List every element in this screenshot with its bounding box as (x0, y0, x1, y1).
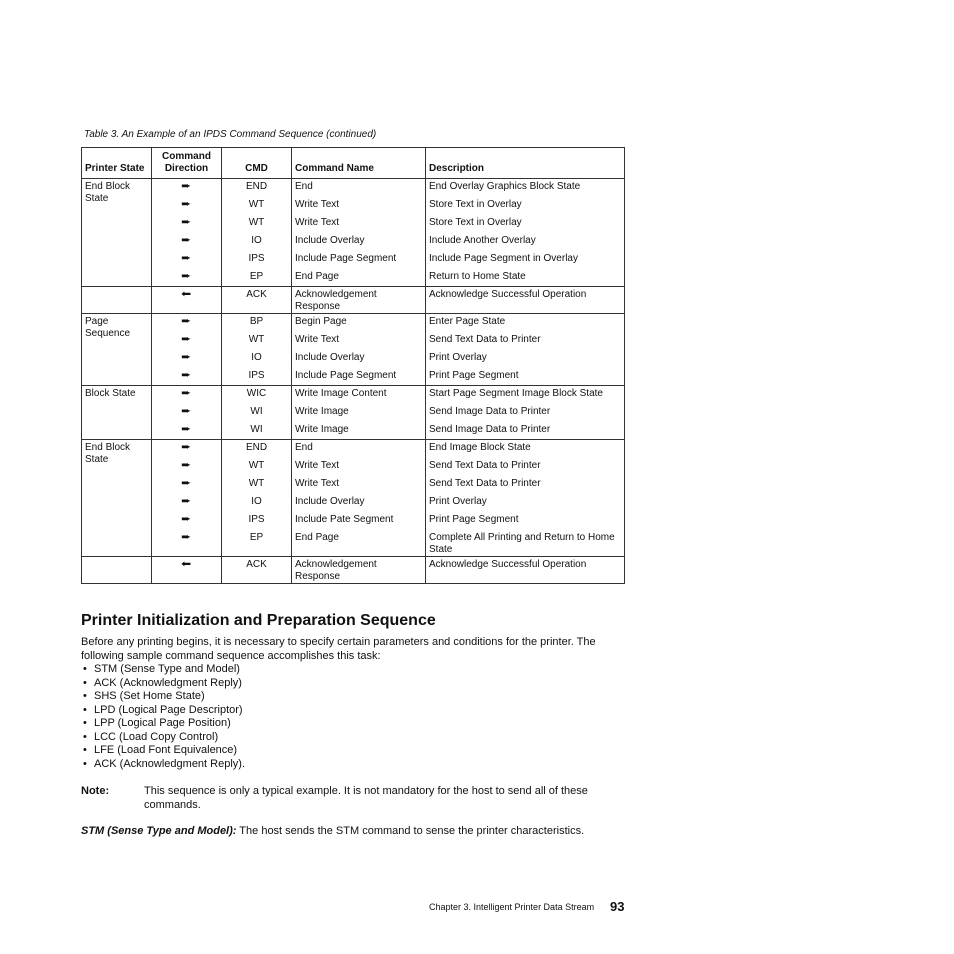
description-cell: Send Image Data to Printer (426, 422, 625, 440)
command-name-cell: Write Text (292, 197, 426, 215)
list-item-text: STM (Sense Type and Model) (94, 663, 240, 675)
direction-cell (152, 556, 222, 583)
arrow-left-icon: ⬅ (181, 558, 192, 570)
table-row (82, 368, 625, 386)
direction-cell (152, 332, 222, 350)
direction-cell (152, 458, 222, 476)
description-cell: End Image Block State (426, 440, 625, 458)
printer-state-cell: Block State (82, 386, 152, 440)
cmd-cell: WT (222, 197, 292, 215)
arrow-right-icon: ➨ (181, 513, 192, 525)
cmd-cell: WT (222, 332, 292, 350)
direction-cell (152, 269, 222, 287)
arrow-right-icon: ➨ (181, 351, 192, 363)
direction-cell (152, 197, 222, 215)
command-name-cell: Include Page Segment (292, 368, 426, 386)
bullet-icon: • (83, 717, 87, 729)
cmd-cell: ACK (222, 287, 292, 314)
direction-cell (152, 404, 222, 422)
printer-state-cell (82, 556, 152, 583)
bullet-icon: • (83, 663, 87, 675)
cmd-cell: IPS (222, 368, 292, 386)
table-row (82, 269, 625, 287)
description-cell: Send Image Data to Printer (426, 404, 625, 422)
description-cell: Enter Page State (426, 314, 625, 332)
arrow-right-icon: ➨ (181, 252, 192, 264)
header-command-name: Command Name (292, 148, 426, 179)
bullet-icon: • (83, 676, 87, 689)
arrow-right-icon: ➨ (181, 423, 192, 435)
command-name-cell: Write Text (292, 458, 426, 476)
bullet-icon: • (83, 757, 87, 770)
header-description: Description (426, 148, 625, 179)
cmd-cell: IO (222, 350, 292, 368)
direction-cell (152, 476, 222, 494)
table-row (82, 350, 625, 368)
printer-state-cell (82, 287, 152, 314)
bullet-icon: • (83, 690, 87, 702)
arrow-left-icon: ⬅ (181, 289, 192, 300)
table-row (82, 440, 625, 458)
table-row (82, 404, 625, 422)
table-row (82, 287, 625, 314)
description-cell: Print Page Segment (426, 368, 625, 386)
command-name-cell: Write Text (292, 476, 426, 494)
direction-cell (152, 530, 222, 557)
direction-cell (152, 215, 222, 233)
description-cell: Store Text in Overlay (426, 197, 625, 215)
cmd-cell: WI (222, 422, 292, 440)
list-item (81, 744, 245, 758)
stm-paragraph (81, 825, 626, 839)
table-row (82, 422, 625, 440)
command-name-cell: Include Page Segment (292, 251, 426, 269)
description-cell: Print Page Segment (426, 512, 625, 530)
cmd-cell: IO (222, 233, 292, 251)
table-row (82, 179, 625, 197)
direction-cell (152, 386, 222, 404)
cmd-cell: IO (222, 494, 292, 512)
list-item-text: LFE (Load Font Equivalence) (94, 744, 238, 756)
list-item (81, 731, 245, 745)
command-name-cell: End Page (292, 269, 426, 287)
cmd-cell: WT (222, 476, 292, 494)
direction-cell (152, 422, 222, 440)
cmd-cell: WT (222, 215, 292, 233)
list-item (81, 758, 245, 772)
direction-cell (152, 287, 222, 314)
list-item-text: ACK (Acknowledgment Reply). (94, 757, 246, 770)
command-name-cell: Include Pate Segment (292, 512, 426, 530)
direction-cell (152, 251, 222, 269)
list-item-text: ACK (Acknowledgment Reply) (94, 676, 242, 689)
arrow-right-icon: ➨ (181, 477, 192, 489)
table-row (82, 215, 625, 233)
description-cell: Send Text Data to Printer (426, 332, 625, 350)
printer-state-cell: Page Sequence (82, 314, 152, 386)
arrow-right-icon: ➨ (181, 270, 192, 282)
description-cell: Send Text Data to Printer (426, 476, 625, 494)
header-cmd: CMD (222, 148, 292, 179)
direction-cell (152, 440, 222, 458)
table-row (82, 233, 625, 251)
arrow-right-icon: ➨ (181, 181, 192, 192)
arrow-right-icon: ➨ (181, 234, 192, 246)
table-row (82, 251, 625, 269)
command-name-cell: Write Image (292, 404, 426, 422)
table-row (82, 512, 625, 530)
command-name-cell: Write Text (292, 332, 426, 350)
list-item-text: SHS (Set Home State) (94, 690, 205, 702)
stm-term: STM (Sense Type and Model): (81, 825, 237, 837)
cmd-cell: BP (222, 314, 292, 332)
ipds-command-table (81, 147, 625, 584)
command-name-cell: End Page (292, 530, 426, 557)
direction-cell (152, 350, 222, 368)
table-row (82, 332, 625, 350)
cmd-cell: END (222, 179, 292, 197)
arrow-right-icon: ➨ (181, 495, 192, 507)
cmd-cell: EP (222, 269, 292, 287)
cmd-cell: WIC (222, 386, 292, 404)
intro-paragraph: Before any printing begins, it is necessary to specify certain parameters and conditions for the printer. The following sample command sequence accomplishes this task: (81, 636, 596, 662)
cmd-cell: IPS (222, 512, 292, 530)
bullet-icon: • (83, 703, 87, 716)
list-item (81, 704, 245, 718)
command-name-cell: End (292, 440, 426, 458)
table-row (82, 494, 625, 512)
command-name-cell: Include Overlay (292, 350, 426, 368)
header-direction: Command Direction (152, 148, 222, 179)
list-item (81, 717, 245, 731)
direction-cell (152, 494, 222, 512)
cmd-cell: END (222, 440, 292, 458)
list-item-text: LPP (Logical Page Position) (94, 717, 231, 729)
table-row (82, 197, 625, 215)
arrow-right-icon: ➨ (181, 316, 192, 327)
table-row (82, 530, 625, 557)
command-name-cell: Acknowledgement Response (292, 287, 426, 314)
direction-cell (152, 233, 222, 251)
command-name-cell: Write Image Content (292, 386, 426, 404)
cmd-cell: IPS (222, 251, 292, 269)
table-row (82, 458, 625, 476)
bullet-icon: • (83, 730, 87, 743)
description-cell: Complete All Printing and Return to Home State (426, 530, 625, 557)
arrow-right-icon: ➨ (181, 333, 192, 345)
command-name-cell: Begin Page (292, 314, 426, 332)
command-name-cell: Include Overlay (292, 233, 426, 251)
list-item-text: LCC (Load Copy Control) (94, 730, 219, 743)
printer-state-cell: End Block State (82, 440, 152, 557)
description-cell: Start Page Segment Image Block State (426, 386, 625, 404)
page-number: 93 (610, 899, 625, 914)
list-item-text: LPD (Logical Page Descriptor) (94, 703, 243, 716)
arrow-right-icon: ➨ (181, 442, 192, 453)
direction-cell (152, 179, 222, 197)
note-text: This sequence is only a typical example. It is not mandatory for the host to send all of these commands. (144, 785, 588, 811)
table-row (82, 556, 625, 583)
command-name-cell: Include Overlay (292, 494, 426, 512)
table-row (82, 476, 625, 494)
table-header-row (82, 148, 625, 179)
description-cell: End Overlay Graphics Block State (426, 179, 625, 197)
command-name-cell: Write Image (292, 422, 426, 440)
cmd-cell: EP (222, 530, 292, 557)
command-name-cell: Acknowledgement Response (292, 556, 426, 583)
stm-text: The host sends the STM command to sense the printer characteristics. (236, 825, 585, 837)
note-label: Note: (81, 785, 110, 797)
note (81, 785, 626, 812)
arrow-right-icon: ➨ (181, 405, 192, 417)
direction-cell (152, 314, 222, 332)
description-cell: Include Page Segment in Overlay (426, 251, 625, 269)
description-cell: Print Overlay (426, 494, 625, 512)
direction-cell (152, 512, 222, 530)
arrow-right-icon: ➨ (181, 216, 192, 228)
bullet-icon: • (83, 744, 87, 756)
description-cell: Return to Home State (426, 269, 625, 287)
header-printer-state: Printer State (82, 148, 152, 179)
arrow-right-icon: ➨ (181, 198, 192, 210)
description-cell: Acknowledge Successful Operation (426, 287, 625, 314)
description-cell: Print Overlay (426, 350, 625, 368)
arrow-right-icon: ➨ (181, 459, 192, 471)
section-heading: Printer Initialization and Preparation Sequence (81, 612, 436, 629)
cmd-cell: ACK (222, 556, 292, 583)
arrow-right-icon: ➨ (181, 369, 192, 381)
list-item (81, 677, 245, 691)
description-cell: Store Text in Overlay (426, 215, 625, 233)
command-list (81, 663, 245, 771)
cmd-cell: WT (222, 458, 292, 476)
table-caption: Table 3. An Example of an IPDS Command Sequence (continued) (84, 129, 377, 140)
printer-state-cell: End Block State (82, 179, 152, 287)
list-item (81, 690, 245, 704)
description-cell: Include Another Overlay (426, 233, 625, 251)
command-name-cell: End (292, 179, 426, 197)
footer-chapter: Chapter 3. Intelligent Printer Data Stream (429, 902, 595, 912)
cmd-cell: WI (222, 404, 292, 422)
description-cell: Acknowledge Successful Operation (426, 556, 625, 583)
table-row (82, 314, 625, 332)
command-name-cell: Write Text (292, 215, 426, 233)
list-item (81, 663, 245, 677)
arrow-right-icon: ➨ (181, 388, 192, 399)
direction-cell (152, 368, 222, 386)
arrow-right-icon: ➨ (181, 531, 192, 543)
description-cell: Send Text Data to Printer (426, 458, 625, 476)
table-row (82, 386, 625, 404)
